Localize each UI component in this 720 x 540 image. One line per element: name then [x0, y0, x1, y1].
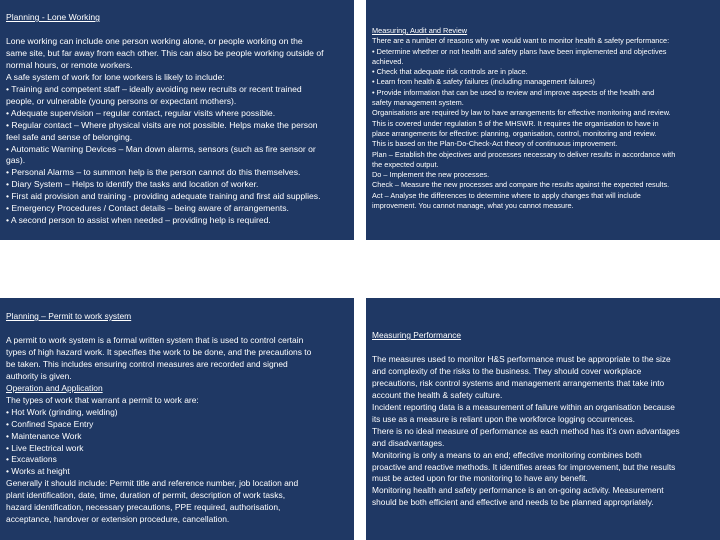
- text-line: The types of work that warrant a permit to work are:: [6, 394, 199, 405]
- bullet-line: • Determine whether or not health and safety plans have been implemented and objectives: [372, 46, 667, 56]
- text-line: This is covered under regulation 5 of the MHSWR. It requires the organisation to have in: [372, 118, 659, 128]
- bullet-line: • Provide information that can be used to review and improve aspects of the health and: [372, 87, 655, 97]
- permit-to-work-title: Planning – Permit to work system: [6, 311, 132, 321]
- bullet-line: • Emergency Procedures / Contact details – being aware of arrangements.: [6, 203, 289, 214]
- audit-review-title: Measuring, Audit and Review: [372, 26, 468, 35]
- bullet-line: • Personal Alarms – to summon help is the person cannot do this themselves.: [6, 167, 301, 178]
- text-line: Monitoring health and safety performance is an on-going activity. Measurement: [372, 485, 664, 496]
- lone-working-title: Planning - Lone Working: [6, 12, 100, 22]
- text-line: account the health & safety culture.: [372, 389, 503, 400]
- text-line: Monitoring is only a means to an end; effective monitoring combines both: [372, 449, 642, 460]
- text-line: plant identification, date, time, duration of permit, description of work tasks,: [6, 490, 286, 501]
- text-line: acceptance, handover or extension procedure, cancellation.: [6, 514, 230, 525]
- measuring-performance-panel: [366, 298, 720, 540]
- text-line: precautions, risk control systems and management arrangements that take into: [372, 377, 665, 388]
- text-line: proactive and reactive methods. It identifies areas for improvement, but the results: [372, 461, 676, 472]
- bullet-line: • Diary System – Helps to identify the tasks and location of worker.: [6, 179, 259, 190]
- text-line: There is no ideal measure of performance as each method has it's own advantages: [372, 425, 680, 436]
- text-line: types of high hazard work. It specifies the work to be done, and the precautions to: [6, 346, 312, 357]
- text-line: and disadvantages.: [372, 437, 445, 448]
- text-line: should be both efficient and effective and needs to be planned appropriately.: [372, 497, 654, 508]
- text-line: the expected output.: [372, 159, 439, 169]
- lone-working-body: [6, 36, 348, 227]
- text-line: normal hours, or remote workers.: [6, 59, 133, 70]
- bullet-line: • Live Electrical work: [6, 442, 84, 453]
- text-line: A safe system of work for lone workers is likely to include:: [6, 71, 225, 82]
- text-line: There are a number of reasons why we would want to monitor health & safety performance:: [372, 36, 670, 46]
- bullet-line: • Works at height: [6, 466, 70, 477]
- text-line: Do – Implement the new processes.: [372, 170, 490, 180]
- bullet-line: • Learn from health & safety failures (including management failures): [372, 77, 595, 87]
- text-line: authority is given.: [6, 370, 72, 381]
- audit-review-panel: [366, 0, 720, 240]
- text-line: its use as a measure is reliant upon the workforce logging occurrences.: [372, 413, 635, 424]
- bullet-line: • Confined Space Entry: [6, 418, 94, 429]
- text-line: Act – Analyse the differences to determine where to apply changes that will include: [372, 190, 641, 200]
- text-line: safety management system.: [372, 98, 464, 108]
- bullet-line: • First aid provision and training - providing adequate training and first aid supplies.: [6, 191, 321, 202]
- bullet-line: • Check that adequate risk controls are in place.: [372, 67, 528, 77]
- text-line: and complexity of the risks to the business. They should cover workplace: [372, 365, 642, 376]
- text-line: Lone working can include one person working alone, or people working on the: [6, 35, 303, 46]
- bullet-line: • Training and competent staff – ideally avoiding new recruits or recent trained: [6, 83, 302, 94]
- bullet-line: • Regular contact – Where physical visits are not possible. Helps make the person: [6, 119, 318, 130]
- permit-to-work-panel: [0, 298, 354, 540]
- text-line: must be acted upon for the monitoring to have any benefit.: [372, 473, 588, 484]
- text-line: people, or vulnerable (young persons or expectant mothers).: [6, 95, 237, 106]
- bullet-line: • Hot Work (grinding, welding): [6, 406, 118, 417]
- text-line: This is based on the Plan-Do-Check-Act theory of continuous improvement.: [372, 139, 618, 149]
- operation-application-subheading: Operation and Application: [6, 382, 103, 393]
- text-line: Generally it should include: Permit title and reference number, job location and: [6, 478, 299, 489]
- bullet-line: • Adequate supervision – regular contact, regular visits where possible.: [6, 107, 276, 118]
- text-line: feel safe and sense of belonging.: [6, 131, 133, 142]
- text-line: Check – Measure the new processes and compare the results against the expected results.: [372, 180, 670, 190]
- bullet-line: • Excavations: [6, 454, 57, 465]
- bullet-line: • A second person to assist when needed – providing help is required.: [6, 215, 271, 226]
- text-line: Incident reporting data is a measurement of failure within an organisation because: [372, 401, 675, 412]
- text-line: Plan – Establish the objectives and processes necessary to deliver results in accordance with: [372, 149, 676, 159]
- audit-review-body: [372, 36, 714, 211]
- text-line: The measures used to monitor H&S performance must be appropriate to the size: [372, 353, 671, 364]
- bullet-line: • Maintenance Work: [6, 430, 82, 441]
- permit-to-work-body: [6, 335, 348, 526]
- text-line: achieved.: [372, 56, 404, 66]
- measuring-performance-title: Measuring Performance: [372, 330, 462, 340]
- text-line: be taken. This includes ensuring control measures are recorded and signed: [6, 358, 288, 369]
- lone-working-panel: [0, 0, 354, 240]
- measuring-performance-body: [372, 354, 714, 509]
- text-line: gas).: [6, 155, 26, 166]
- text-line: improvement. You cannot manage, what you cannot measure.: [372, 201, 574, 211]
- text-line: hazard identification, necessary precautions, PPE required, authorisation,: [6, 502, 281, 513]
- text-line: A permit to work system is a formal written system that is used to control certain: [6, 334, 304, 345]
- text-line: same site, but far away from each other. This can also be people working outside of: [6, 47, 324, 58]
- bullet-line: • Automatic Warning Devices – Man down alarms, sensors (such as fire sensor or: [6, 143, 316, 154]
- text-line: place arrangements for effective: planning, organisation, control, monitoring and review.: [372, 128, 657, 138]
- text-line: Organisations are required by law to have arrangements for effective monitoring and review.: [372, 108, 671, 118]
